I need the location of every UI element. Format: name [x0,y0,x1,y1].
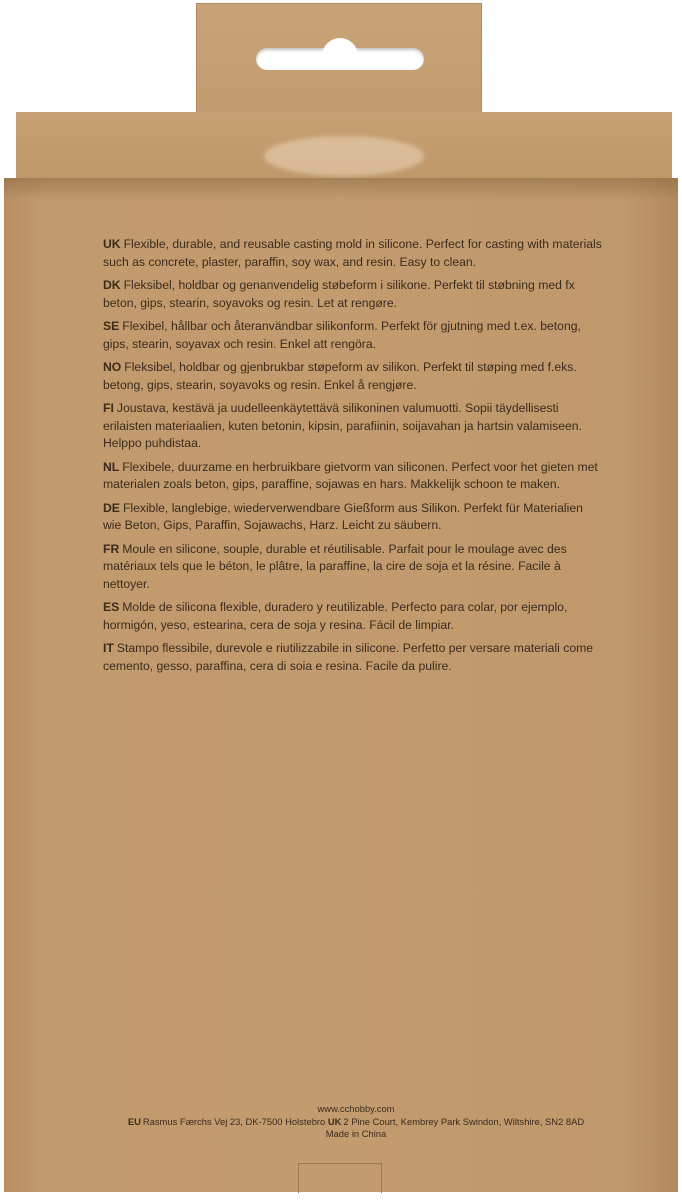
footer [96,1103,616,1141]
description-it [103,640,603,675]
eu-code: EU [127,1115,141,1127]
description-text: Flexible, langlebige, wiederverwendbare Gießform aus Silikon. Perfekt für Materialien wie Beton, Gips, Paraffin, Sojawachs, Harz. Leicht zu säubern. [103,500,583,532]
language-code: FI [103,401,114,415]
address-line [96,1116,616,1129]
description-nl [103,459,603,494]
language-code: SE [103,319,120,333]
description-text: Moule en silicone, souple, durable et réutilisable. Parfait pour le moulage avec des matériaux tels que le béton, le plâtre, la paraffine, la cire de soja et la résine. Facile à nettoyer. [103,541,567,591]
language-code: ES [103,600,120,614]
description-text: Stampo flessibile, durevole e riutilizzabile in silicone. Perfetto per versare materiali come cemento, gesso, paraffina, cera di soia e resina. Facile da pulire. [103,641,594,673]
language-code: DE [103,500,120,515]
country-of-origin: Made in China [325,1128,387,1139]
description-de [103,500,603,535]
description-se [103,318,603,353]
description-fr [103,541,603,594]
flap-shadow [4,178,678,200]
description-text: Joustava, kestävä ja uudelleenkäytettävä silikoninen valumuotti. Sopii täydellisesti erilaisten materiaalien, kuten betonin, kipsin, parafiinin, soijavahan ja hartsin valamiseen. Helppo puhdistaa. [103,401,582,450]
eu-address: Rasmus Færchs Vej 23, DK-7500 Holstebro [142,1115,326,1127]
uk-address: 2 Pine Court, Kembrey Park Swindon, Wiltshire, SN2 8AD [343,1115,585,1127]
website-url: www.cchobby.com [317,1103,395,1114]
description-es [103,599,603,634]
description-text: Flexibel, hållbar och återanvändbar silikonform. Perfekt för gjutning med t.ex. betong, gips, stearin, soyavax och resin. Enkel att rengöra. [103,319,581,351]
description-text: Flexible, durable, and reusable casting mold in silicone. Perfect for casting with materials such as concrete, plaster, paraffin, soy wax, and resin. Easy to clean. [103,237,602,269]
description-no [103,359,603,394]
description-text: Flexibele, duurzame en herbruikbare gietvorm van siliconen. Perfect voor het gieten met materialen zoals beton, gips, paraffine, sojawas en hars. Makkelijk schoon te maken. [103,459,598,491]
uk-code: UK [327,1115,342,1127]
description-block [103,236,603,681]
bottom-notch [298,1163,382,1193]
language-code: NO [103,360,122,374]
language-code: UK [103,237,121,251]
language-code: IT [103,641,114,655]
language-code: DK [103,278,121,292]
description-text: Fleksibel, holdbar og gjenbrukbar støpeform av silikon. Perfekt til støping med f.eks. betong, gips, stearin, soyavoks og resin. Enkel å rengjøre. [103,360,577,392]
description-text: Fleksibel, holdbar og genanvendelig støbeform i silikone. Perfekt til støbning med fx beton, gips, stearin, soyavoks og resin. Let at rengøre. [103,278,575,310]
description-text: Molde de silicona flexible, duradero y reutilizable. Perfecto para colar, por ejemplo, hormigón, yeso, estearina, cera de soja y resina. Fácil de limpiar. [103,600,568,632]
language-code: NL [103,459,120,474]
tape-seal [264,136,424,176]
description-dk [103,277,603,312]
hang-hole [256,48,424,70]
language-code: FR [103,541,120,556]
description-fi [103,400,603,453]
description-uk [103,236,603,271]
